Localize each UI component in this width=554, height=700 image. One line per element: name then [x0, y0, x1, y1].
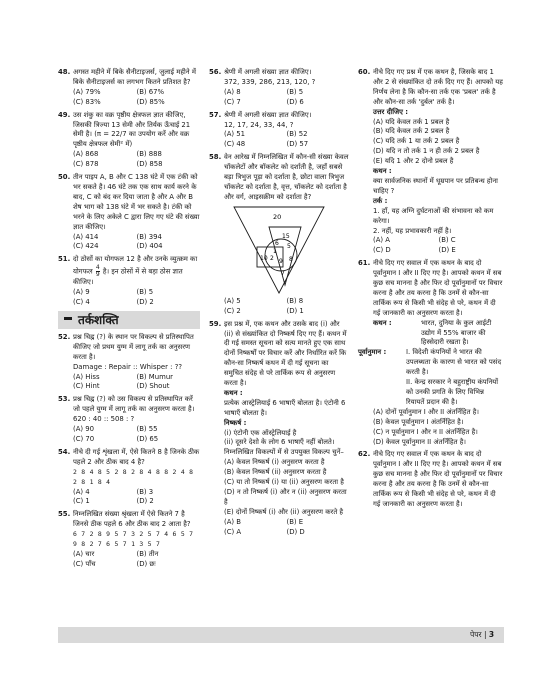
number-series: 12, 17, 24, 33, 44, ? [224, 120, 294, 129]
option-a: (A) 8 [224, 87, 241, 96]
option-d: (D) Shout [136, 382, 170, 391]
conclusion-2: (ii) दूसरे देशो के लोग 6 भाषाएँ नहीं बोलते। [224, 438, 335, 447]
question-number: 59. [209, 319, 222, 328]
venn-label-6: 6 [275, 239, 279, 247]
option-a: (A) 9 [73, 288, 90, 297]
answer-key-a: (A) यदि केवल तर्क 1 प्रबल है [373, 117, 450, 126]
venn-label-20: 20 [273, 212, 282, 221]
question-number: 60. [358, 68, 371, 76]
option-d: (D) 404 [136, 242, 163, 251]
option-a: (A) दोनों पूर्वानुमान I और II अंतर्निहित है। [373, 407, 479, 416]
question-number: 57. [209, 110, 222, 119]
option-a: (A) Hiss [73, 372, 100, 381]
question-text: श्रेणी में अगली संख्या ज्ञात कीजिए। [224, 68, 312, 76]
option-d: (D) 6 [286, 97, 304, 106]
statement-text: भारत, दुनिया के कुल आईटी उद्योग में 55% बाजार की हिस्सेदारी रखता है। [421, 318, 492, 347]
question-number: 56. [209, 68, 222, 76]
option-b: (B) C [438, 236, 456, 245]
statement-text: क्या सार्वजनिक स्थानों में धूम्रपान पर प्रतिबन्ध होना चाहिए ? [373, 176, 498, 195]
option-e: (E) दोनों निष्कर्ष (i) और (ii) अनुसरण करते है [224, 507, 344, 516]
venn-label-5: 5 [287, 242, 291, 250]
option-a: (A) 414 [73, 232, 99, 241]
option-c: (C) 48 [224, 140, 246, 149]
option-b: (B) तीन [136, 549, 159, 558]
question-number: 49. [58, 110, 71, 119]
question-55 [58, 510, 200, 569]
option-c: (C) पाँच [73, 559, 96, 568]
question-52 [58, 333, 200, 392]
question-text: उस शंकु का वक्र पृष्ठीय क्षेत्रफल ज्ञात कीजिए, जिसकी त्रिज्या 13 सेमी और तिर्यक ऊँचाई 21 सेमी है। (π = 22/7 का उपयोग करें और वक्र पृष्ठीय क्षेत्रफल सेमी² में) [73, 110, 191, 149]
question-60 [358, 68, 504, 256]
option-a: (A) 4 [73, 487, 90, 496]
option-d: (D) छः [136, 559, 156, 568]
answer-option-a: (A) B [224, 517, 242, 526]
question-49 [58, 111, 200, 170]
question-number: 61. [358, 259, 371, 268]
answer-key-c: (C) यदि तर्क 1 या तर्क 2 प्रबल है [373, 137, 460, 146]
question-61 [358, 259, 504, 447]
question-number: 50. [58, 173, 71, 182]
footer-label: पेपर [470, 630, 482, 639]
option-c: (C) न पूर्वानुमान I और न II अंतर्निहित है। [373, 427, 478, 436]
column-3 [358, 68, 504, 513]
number-series: 2 8 4 8 5 2 8 2 8 4 8 8 2 4 8 2 8 1 8 4 [73, 467, 194, 486]
question-57 [209, 111, 349, 151]
venn-label-15: 15 [282, 232, 290, 240]
question-number: 54. [58, 447, 71, 456]
question-text: प्रश्न चिह्न (?) के स्थान पर विकल्प से प्रतिस्थापित कीजिए जो प्रथम युग्म में लागू तर्क का अनुसरण करता है। [73, 332, 194, 361]
option-d: (D) 65 [136, 435, 159, 443]
statement-label: कथन : [373, 167, 392, 176]
instruction-text: निम्नलिखित विकल्पों में से उपयुक्त विकल्प चुनें– [224, 448, 344, 457]
answer-key-e: (E) यदि 1 और 2 दोनो प्रबल है [373, 157, 454, 166]
option-a: (A) 51 [224, 130, 246, 139]
conclusion-1: (i) एंटोनी एक ऑस्ट्रेलियाई है [224, 428, 297, 437]
option-d: (D) 57 [286, 140, 309, 149]
option-c: (C) 70 [73, 435, 95, 443]
option-c: (C) 1 [73, 497, 90, 506]
statement-text: प्रत्येक आस्ट्रेलियाई 6 भाषाएँ बोलता है। एंटोनी 6 भाषाएँ बोलता है। [224, 398, 346, 417]
argument-1: 1. हाँ, यह अग्नि दुर्घटनाओं की संभावना को कम करेगा। [373, 206, 494, 225]
question-58 [209, 153, 349, 316]
option-b: (B) 3 [136, 487, 154, 496]
option-a: (A) केवल निष्कर्ष (i) अनुसरण करता है [224, 458, 325, 467]
fraction-denominator: 9 [95, 271, 100, 279]
answer-key-d: (D) यदि न तो तर्क 1 न ही तर्क 2 प्रबल है [373, 147, 480, 156]
footer-bar [58, 627, 504, 643]
answer-option-c: (C) A [224, 527, 242, 536]
column-2 [209, 68, 349, 541]
answer-key-b: (B) यदि केवल तर्क 2 प्रबल है [373, 127, 450, 136]
option-c: (C) 2 [224, 306, 241, 315]
question-51 [58, 255, 200, 308]
column-1 [58, 68, 200, 573]
option-b: (B) 55 [136, 425, 158, 434]
question-text: तीन पाइप A, B और C 138 घंटे में एक टंकी को भर सकते है। 46 घंटे तक एक साथ कार्य करने के बाद, C को बंद कर दिया जाता है और A और B शेष भाग को 138 घंटे में भर सकते है। टंकी को भरने के लिए अकेले C द्वारा लिए गए घंटे की संख्या ज्ञात कीजिए। [73, 173, 200, 231]
question-number: 53. [58, 395, 71, 404]
number-series: 372, 339, 286, 213, 120, ? [224, 77, 316, 86]
option-d: (D) 1 [286, 306, 304, 315]
option-a: (A) 5 [224, 296, 241, 305]
answer-option-d: (D) D [286, 527, 305, 536]
option-c: (C) 83% [73, 97, 101, 106]
option-b: (B) 5 [286, 87, 304, 96]
venn-label-1: 1 [273, 247, 277, 255]
footer-separator: | [483, 630, 487, 639]
question-text: नीचे दिए गए सवाल में एक कथन के बाद दो पूर्वानुमान I और II दिए गए है। आपको कथन में सब कुछ सच मानना है और फिर दो पूर्वानुमानों पर विचार करना है और तय करना है कि उनमें से कौन-सा तार्किक रूप से किसी भी संदेह से परे, कथन में दी गई जानकारी का अनुसरण करता है। [373, 450, 503, 508]
question-number: 55. [58, 510, 71, 519]
question-text: निम्नलिखित संख्या श्रृंखला में ऐसे कितने 7 है जिनसे ठीक पहले 6 और ठीक बाद 2 आता है? [73, 510, 191, 529]
option-a: (A) 79% [73, 87, 101, 96]
option-d: (D) केवल पूर्वानुमान II अंतर्निहित है। [373, 437, 467, 446]
option-c: (C) Hint [73, 382, 100, 391]
page-number: 3 [488, 630, 495, 639]
number-series: 6 7 2 8 9 5 7 3 2 5 7 4 6 5 7 9 8 2 7 6 5 7 1 3 5 7 [73, 530, 194, 549]
option-a: (A) 868 [73, 150, 99, 159]
option-c: (C) 7 [224, 97, 241, 106]
question-text: श्रेणी में अगली संख्या ज्ञात कीजिए। [224, 110, 312, 119]
question-text: नीचे दिए गए सवाल में एक कथन के बाद दो पूर्वानुमान I और II दिए गए है। आपको कथन में सब कुछ सच मानना है और फिर दो पूर्वानुमानों पर विचार करना है और तय करना है कि उनमें से कौन-सा तार्किक रूप से किसी भी संदेह से परे, कथन में दी गई जानकारी का अनुसरण करता है। [373, 259, 503, 317]
venn-label-9: 9 [279, 257, 283, 265]
question-text: नीचे दी गई शृंखला में, ऐसे कितने 8 है जिनके ठीक पहले 2 और ठीक बाद 4 है? [73, 447, 200, 466]
option-b: (B) 5 [136, 288, 154, 297]
question-number: 58. [209, 153, 222, 162]
option-d: (D) 2 [136, 497, 154, 506]
question-text-cont: है। इन ठोसों में से बड़ा ठोस ज्ञात कीजिए। [73, 267, 183, 287]
argument-label: तर्क : [373, 196, 388, 205]
option-b: (B) केवल निष्कर्ष (ii) अनुसरण करता है [224, 468, 327, 477]
option-d: (D) 85% [136, 97, 165, 106]
option-b: (B) Mumur [136, 372, 174, 381]
venn-label-2: 2 [270, 254, 274, 262]
option-d: (D) 858 [136, 160, 163, 169]
question-text: प्रश्न चिह्न (?) को उस विकल्प से प्रतिस्थापित करें जो पहले युग्म में लागू तर्क का अनुसरण करता है। [73, 395, 195, 414]
question-62 [358, 450, 504, 509]
option-a: (A) A [373, 236, 390, 245]
assumption-label: पूर्वानुमान : [358, 348, 387, 357]
question-text: नीचे दिए गए प्रश्न में एक कथन है, जिसके बाद 1 और 2 से संख्यांकित दो तर्क दिए गए हैं। आपको यह निर्णय लेना है कि कौन-सा तर्क एक 'प्रबल' तर्क है और कौन-सा तर्क 'दुर्बल' तर्क है। [373, 68, 503, 106]
argument-2: 2. नहीं, यह प्रभावकारी नहीं है। [373, 226, 452, 235]
assumption-2: II. केन्द्र सरकार ने बहुराष्ट्रीय कंपनियों को उनकी प्रगति के लिए विभिन्न रियायतें प्रदान की है। [406, 378, 499, 406]
option-d: (D) 2 [136, 298, 154, 307]
section-heading: तर्कशक्ति [58, 311, 200, 329]
option-b: (B) केवल पूर्वानुमान I अंतर्निहित है। [373, 417, 464, 426]
venn-diagram [229, 205, 329, 295]
option-b: (B) 8 [286, 296, 304, 305]
question-56 [209, 68, 349, 108]
conclusion-label: निष्कर्ष : [224, 418, 247, 427]
fraction-numerator: 4 [95, 264, 100, 272]
option-c: (C) 878 [73, 160, 99, 169]
question-48 [58, 68, 200, 108]
question-number: 51. [58, 255, 71, 264]
venn-label-8: 8 [289, 255, 293, 263]
statement-label: कथन : [224, 388, 243, 397]
question-54 [58, 448, 200, 507]
option-b: (B) 67% [136, 87, 165, 96]
question-59 [209, 320, 349, 538]
option-a: (A) 90 [73, 425, 95, 434]
option-b: (B) 394 [136, 232, 162, 241]
question-53 [58, 395, 200, 445]
analogy-line: 620 : 40 :: 508 : ? [73, 415, 135, 424]
option-c: (C) या तो निष्कर्ष (i) या (ii) अनुसरण करता है [224, 478, 344, 487]
option-c: (C) D [373, 246, 391, 255]
question-text: अगस्त महीने में बिके सैनीटाइजर्स, जुलाई महीने में बिके सैनीटाइजर्स का लगभग कितने प्रतिशत है? [73, 68, 196, 86]
question-50 [58, 173, 200, 252]
question-number: 62. [358, 450, 371, 459]
option-d: (D) E [438, 246, 456, 255]
analogy-line: Damage : Repair :: Whisper : ?? [73, 362, 183, 371]
answer-instruction-label: उत्तर दीजिए : [373, 107, 409, 116]
option-c: (C) 424 [73, 242, 99, 251]
answer-option-b: (B) E [286, 517, 304, 526]
question-text: वेन आरेख में निम्नलिखित में कौन-सी संख्या केवल चॉकलेटों और बॉकलेट को दर्शाती है, जहाँ सबसे बड़ा त्रिभुज पूड़ा को दर्शाता है, छोटा वाला त्रिभुज चॉकलेट को दर्शाता है, वृत्त, चॉकलेट को दर्शाता है और वर्ग, आइसक्रीम को दर्शाता है? [224, 153, 349, 201]
option-b: (B) 52 [286, 130, 308, 139]
venn-label-7: 7 [281, 269, 285, 277]
question-number: 52. [58, 332, 71, 341]
option-a: (A) चार [73, 549, 95, 558]
option-c: (C) 4 [73, 298, 90, 307]
option-b: (B) 888 [136, 150, 162, 159]
statement-label: कथन : [373, 318, 392, 327]
footer [470, 630, 494, 640]
venn-label-10: 10 [260, 254, 268, 262]
question-text: दो ठोसों का योगफल 12 है और उनके व्युत्क्रम का योगफल [73, 255, 198, 276]
option-d: (D) न तो निष्कर्ष (i) और न (ii) अनुसरण करता है [224, 488, 347, 506]
question-number: 48. [58, 68, 71, 76]
question-text: इस प्रश्न में, एक कथन और उसके बाद (i) और (ii) से संख्यांकित दो निष्कर्ष दिए गए हैं। कथन में दी गई समस्त सूचना को सत्य मानते हुए एक साथ दोनों निष्कर्षों पर विचार करें और निर्धारित करें कि कौन-सा निष्कर्ष कथन में दी गई सूचना का समुचित संदेह से परे तार्किक रूप से अनुसरण करता है। [224, 319, 347, 388]
assumption-1: I. विदेशी कंपनियों ने भारत की उपलब्धता के कारण से भारत को पसंद करती है। [406, 348, 502, 377]
fraction [96, 265, 100, 278]
